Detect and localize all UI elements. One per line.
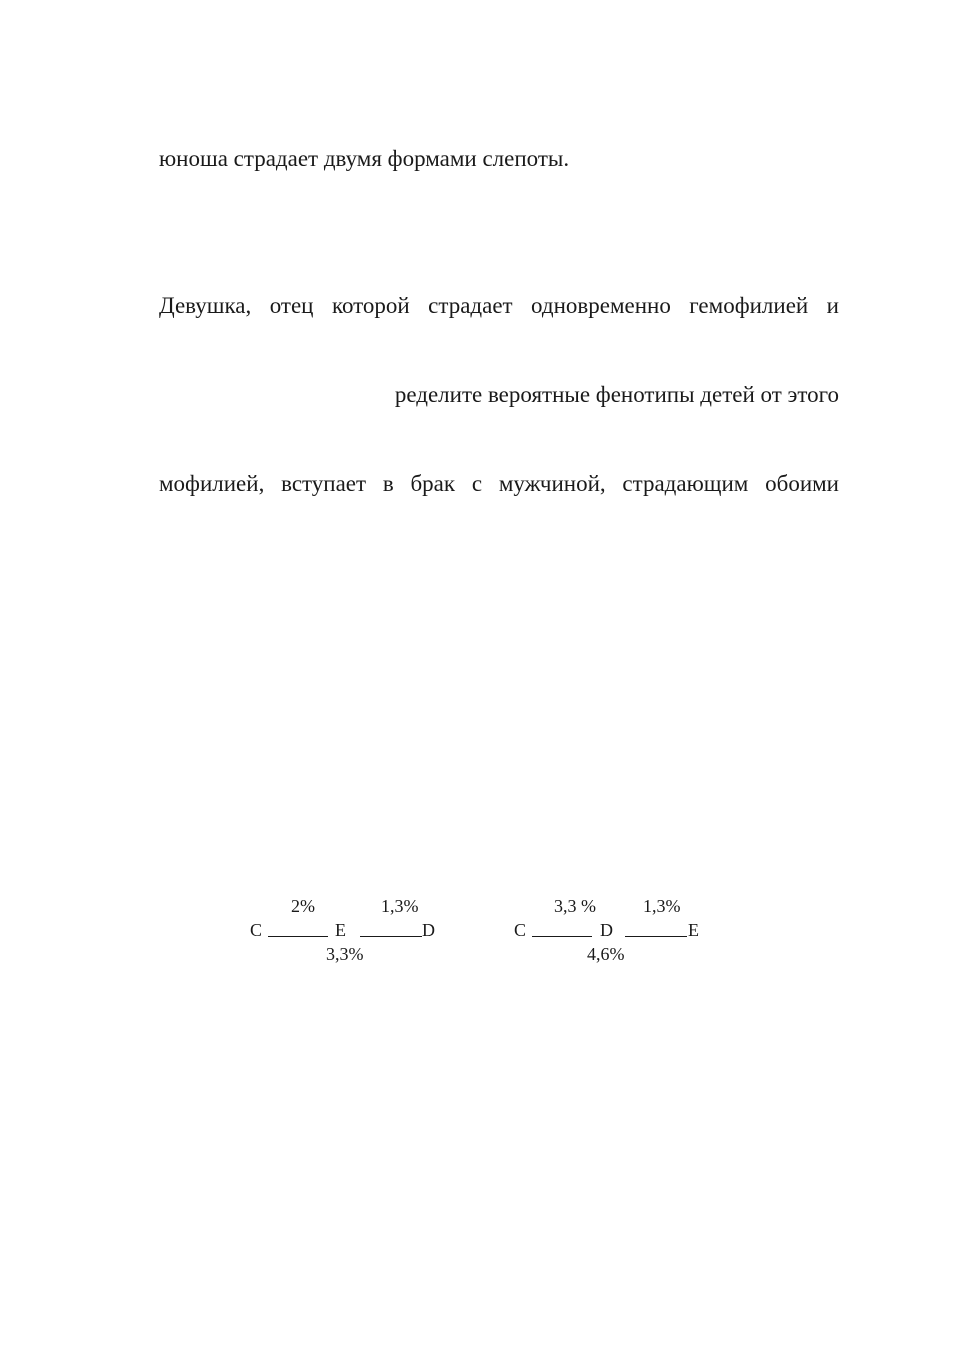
map2-distance-c-e: 4,6% bbox=[587, 944, 625, 964]
map1-segment-2 bbox=[360, 936, 422, 937]
map1-distance-c-d: 3,3% bbox=[326, 944, 364, 964]
map2-distance-d-e: 1,3% bbox=[643, 896, 681, 916]
gene-map-2 bbox=[514, 895, 714, 970]
map1-segment-1 bbox=[268, 936, 328, 937]
map2-distance-c-d: 3,3 % bbox=[554, 896, 596, 916]
map1-gene-3: D bbox=[422, 920, 435, 940]
text-line-4: мофилией, вступает в брак с мужчиной, страдающим обоими bbox=[159, 471, 839, 496]
map2-gene-3: E bbox=[688, 920, 699, 940]
map1-gene-2: E bbox=[335, 920, 346, 940]
text-line-1: юноша страдает двумя формами слепоты. bbox=[159, 146, 570, 171]
map2-segment-1 bbox=[532, 936, 592, 937]
text-line-3: ределите вероятные фенотипы детей от этого bbox=[394, 382, 839, 407]
map1-gene-1: C bbox=[250, 920, 263, 940]
map1-distance-c-e: 2% bbox=[291, 896, 315, 916]
gene-map-1 bbox=[250, 895, 450, 970]
text-line-2: Девушка, отец которой страдает одновременно гемофилией и bbox=[159, 293, 839, 318]
map2-segment-2 bbox=[625, 936, 687, 937]
map2-gene-1: C bbox=[514, 920, 527, 940]
map1-distance-e-d: 1,3% bbox=[381, 896, 419, 916]
map2-gene-2: D bbox=[600, 920, 613, 940]
